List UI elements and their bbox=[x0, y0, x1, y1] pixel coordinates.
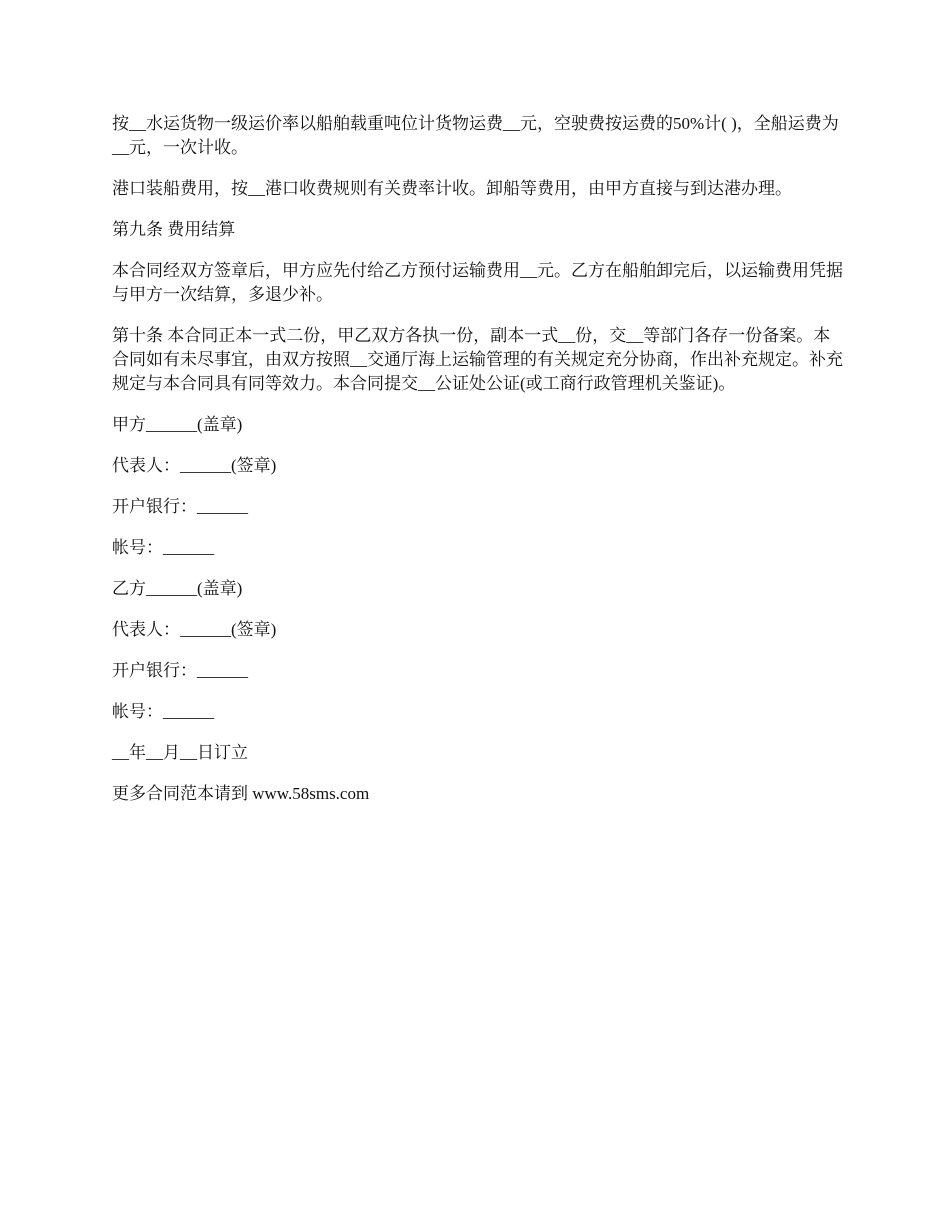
party-b-block bbox=[112, 577, 847, 724]
freight-rate-paragraph: 按__水运货物一级运价率以船舶载重吨位计货物运费__元，空驶费按运费的50%计( )，全船运费为__元，一次计收。 bbox=[112, 114, 839, 157]
party-a-bank: 开户银行：______ bbox=[112, 497, 248, 516]
party-a-name: 甲方______(盖章) bbox=[112, 415, 243, 434]
settlement-paragraph: 本合同经双方签章后，甲方应先付给乙方预付运输费用__元。乙方在船舶卸完后，以运输费用凭据与甲方一次结算，多退少补。 bbox=[112, 261, 843, 304]
signing-date: __年__月__日订立 bbox=[112, 743, 248, 762]
footer-link-text: 更多合同范本请到 www.58sms.com bbox=[112, 784, 370, 803]
article-9-heading: 第九条 费用结算 bbox=[112, 220, 236, 239]
party-a-account: 帐号：______ bbox=[112, 538, 214, 557]
document-page bbox=[112, 112, 847, 823]
party-b-bank: 开户银行：______ bbox=[112, 661, 248, 680]
party-b-account: 帐号：______ bbox=[112, 702, 214, 721]
party-a-block bbox=[112, 413, 847, 560]
port-fee-paragraph: 港口装船费用，按__港口收费规则有关费率计收。卸船等费用，由甲方直接与到达港办理。 bbox=[112, 179, 792, 198]
party-a-representative: 代表人：______(签章) bbox=[112, 456, 277, 475]
party-b-name: 乙方______(盖章) bbox=[112, 579, 243, 598]
article-10-paragraph: 第十条 本合同正本一式二份，甲乙双方各执一份，副本一式__份，交__等部门各存一份备案。本合同如有未尽事宜，由双方按照__交通厅海上运输管理的有关规定充分协商，作出补充规定。补充规定与本合同具有同等效力。本合同提交__公证处公证(或工商行政管理机关鉴证)。 bbox=[112, 326, 843, 393]
party-b-representative: 代表人：______(签章) bbox=[112, 620, 277, 639]
